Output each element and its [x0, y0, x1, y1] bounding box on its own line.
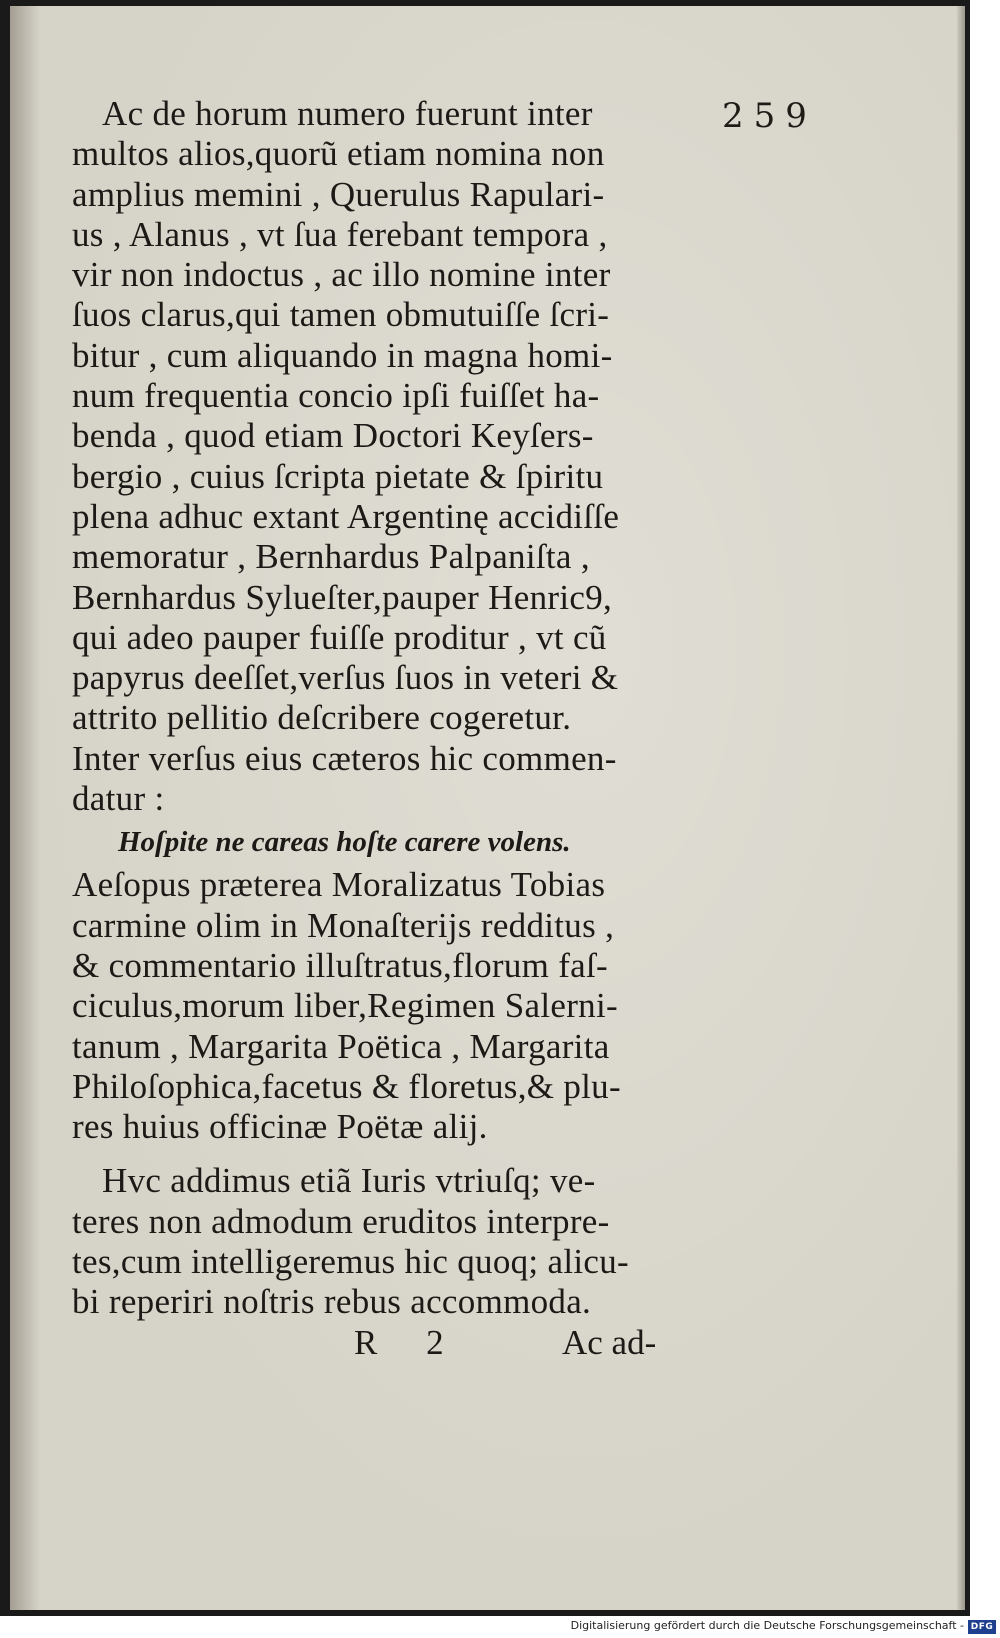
- text-line: datur :: [72, 779, 165, 819]
- catchword: Ac ad-: [562, 1322, 657, 1362]
- text-line: Aeſopus præterea Moralizatus Tobias: [72, 865, 606, 905]
- text-line: Inter verſus eius cæteros hic commen-: [72, 738, 617, 778]
- text-line: Hvc addimus etiã Iuris vtriuſq; ve-: [102, 1161, 596, 1201]
- page-edge: [957, 6, 965, 1610]
- text-line: tes,cum intelligeremus hic quoq; alicu-: [72, 1242, 629, 1282]
- signature-mark: R 2: [354, 1322, 464, 1362]
- text-line: plena adhuc extant Argentinę accidiſſe: [72, 496, 620, 536]
- text-line: tanum , Margarita Poëtica , Margarita: [72, 1026, 610, 1066]
- text-line: carmine olim in Monaſterijs redditus ,: [72, 905, 615, 945]
- text-line: Ac de horum numero fuerunt inter: [102, 94, 593, 133]
- text-line: res huius officinæ Poëtæ alij.: [72, 1107, 488, 1147]
- text-line: teres non admodum eruditos interpre-: [72, 1201, 610, 1241]
- text-line: qui adeo pauper fuiſſe proditur , vt cũ: [72, 617, 607, 657]
- body-text: [72, 94, 712, 1365]
- footer-bar: [0, 1616, 1000, 1638]
- text-line: ſuos clarus,qui tamen obmutuiſſe ſcri-: [72, 295, 610, 335]
- dfg-logo: DFG: [968, 1620, 996, 1634]
- page-number: 259: [722, 96, 817, 136]
- catchline: [72, 1323, 712, 1365]
- book-page: [10, 6, 965, 1610]
- text-line: benda , quod etiam Doctori Keyſers-: [72, 416, 594, 456]
- text-line: bergio , cuius ſcripta pietate & ſpiritu: [72, 456, 604, 496]
- text-line: vir non indoctus , ac illo nomine inter: [72, 255, 611, 295]
- verse-line: Hoſpite ne careas hoſte carere volens.: [118, 826, 571, 859]
- text-line: num frequentia concio ipſi fuiſſet ha-: [72, 376, 600, 416]
- text-line: Philoſophica,facetus & floretus,& plu-: [72, 1066, 621, 1106]
- paragraph-gap: [72, 1147, 712, 1161]
- text-line: ciculus,morum liber,Regimen Salerni-: [72, 986, 618, 1026]
- text-line: Bernhardus Sylueſter,pauper Henric9,: [72, 577, 613, 617]
- footer-credit: Digitalisierung gefördert durch die Deutsche Forschungsgemeinschaft -: [570, 1619, 964, 1632]
- text-line: attrito pellitio deſcribere cogeretur.: [72, 698, 572, 738]
- text-line: multos alios,quorũ etiam nomina non: [72, 134, 605, 174]
- text-line: memoratur , Bernhardus Palpaniſta ,: [72, 537, 590, 577]
- text-line: papyrus deeſſet,verſus ſuos in veteri &: [72, 658, 619, 698]
- text-line: & commentario illuſtratus,florum faſ-: [72, 945, 608, 985]
- text-line: us , Alanus , vt ſua ferebant tempora ,: [72, 214, 608, 254]
- text-line: bitur , cum aliquando in magna homi-: [72, 335, 613, 375]
- text-line: bi reperiri noſtris rebus accommoda.: [72, 1282, 592, 1322]
- text-line: amplius memini , Querulus Rapulari-: [72, 174, 605, 214]
